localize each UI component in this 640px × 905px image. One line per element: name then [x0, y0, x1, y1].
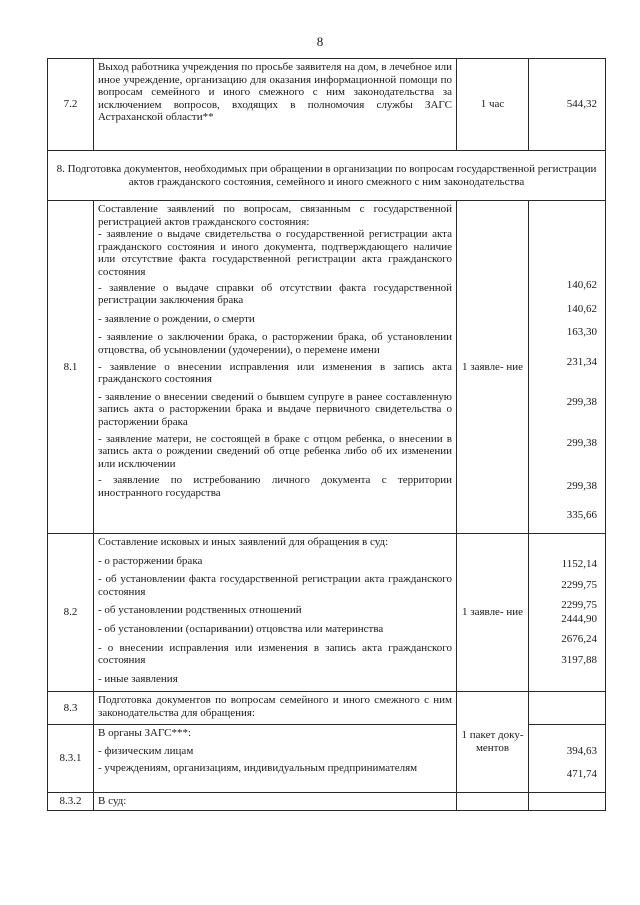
row-number: 7.2 — [48, 59, 94, 151]
price-value: 335,66 — [566, 509, 597, 522]
list-item: - заявление о заключении брака, о расторжении брака, об установлении отцовства, об усыновлении (удочерении), о перемене имени — [98, 331, 452, 356]
unit-of-measure: 1 час — [457, 59, 529, 151]
list-item: - иные заявления — [98, 672, 178, 685]
unit-of-measure: 1 заявле- ние — [457, 534, 529, 692]
list-item: - физическим лицам — [98, 744, 194, 757]
list-item: - об установлении (оспаривании) отцовства или материнства — [98, 622, 384, 635]
unit-of-measure-empty — [457, 793, 529, 811]
service-description — [94, 201, 457, 534]
table-row-8-3 — [48, 692, 606, 725]
list-item: - заявление матери, не состоящей в браке с отцом ребенка, о внесении в запись акта о рождении сведений об отце ребенка либо об их изменении или исключении — [98, 432, 452, 470]
list-item: - об установлении факта государственной регистрации акта гражданского состояния — [98, 573, 452, 598]
service-description: Подготовка документов по вопросам семейного и иного смежного с ним законодательства для обращения: — [94, 692, 457, 725]
unit-of-measure: 1 пакет доку- ментов — [457, 692, 529, 793]
price-value: 140,62 — [566, 302, 597, 315]
table-row-8-1 — [48, 201, 606, 534]
section-heading-row — [48, 151, 606, 201]
price-value: 1152,14 — [561, 558, 597, 570]
price-value: 544,32 — [529, 59, 606, 151]
section-8-heading: 8. Подготовка документов, необходимых при обращении в организации по вопросам государственной регистрации актов гражданского состояния, семейного и иного смежного с ним законодательства — [48, 151, 606, 201]
row-heading: В органы ЗАГС***: — [98, 727, 192, 739]
price-value: 2444,90 — [561, 612, 597, 625]
page-number: 8 — [316, 34, 324, 49]
list-item: - заявление о внесении исправления или изменения в запись акта гражданского состояния — [98, 360, 452, 386]
price-column — [529, 534, 606, 692]
price-value: 394,63 — [566, 745, 597, 757]
list-item: - заявление о рождении, о смерти — [98, 312, 255, 325]
service-description — [94, 725, 457, 793]
price-value: 299,38 — [566, 479, 597, 492]
list-item: - заявление о внесении сведений о бывшем супруге в ранее составленную запись акта о расторжении брака и выдаче первичного свидетельства о расторжении брака — [98, 390, 452, 428]
price-value: 471,74 — [566, 767, 597, 780]
price-value: 163,30 — [566, 326, 597, 339]
row-number: 8.3.1 — [48, 725, 94, 793]
price-value: 2299,75 — [561, 599, 597, 612]
table-row-8-2 — [48, 534, 606, 692]
price-value: 299,38 — [566, 396, 597, 409]
price-value: 231,34 — [566, 355, 597, 368]
tariff-table — [47, 58, 606, 811]
price-value: 2676,24 — [561, 633, 597, 646]
table-row-8-3-2 — [48, 793, 606, 811]
row-number: 8.3 — [48, 692, 94, 725]
row-heading: Составление заявлений по вопросам, связанным с государственной регистрацией актов гражданского состояния: — [98, 203, 452, 228]
list-item: - заявление по истребованию личного документа с территории иностранного государства — [98, 474, 452, 499]
price-column — [529, 201, 606, 534]
service-description: В суд: — [94, 793, 457, 811]
row-number: 8.2 — [48, 534, 94, 692]
price-value: 299,38 — [566, 436, 597, 449]
row-number: 8.1 — [48, 201, 94, 534]
list-item: - об установлении родственных отношений — [98, 604, 302, 617]
price-value-empty — [529, 692, 606, 725]
service-description: Выход работника учреждения по просьбе заявителя на дом, в лечебное или иное учреждение, организацию для оказания информационной помощи по вопросам семейного и иного смежного с ним законодательства за исключением вопросов, входящих в полномочия службы ЗАГС Астраханской области** — [94, 59, 457, 151]
price-value: 140,62 — [566, 279, 597, 291]
row-number: 8.3.2 — [48, 793, 94, 811]
unit-of-measure: 1 заявле- ние — [457, 201, 529, 534]
list-item: - заявление о выдаче справки об отсутствии факта государственной регистрации заключения брака — [98, 281, 452, 307]
list-item: - о расторжении брака — [98, 554, 203, 567]
row-heading: Составление исковых и иных заявлений для обращения в суд: — [98, 536, 389, 548]
list-item: - о внесении исправления или изменения в запись акта гражданского состояния — [98, 641, 452, 667]
price-value-empty — [529, 793, 606, 811]
list-item: - заявление о выдаче свидетельства о государственной регистрации акта гражданского состояния и иного документа, подтверждающего наличие или отсутствие факта государственной регистрации акта гражданского состояния — [98, 228, 452, 278]
price-value: 3197,88 — [561, 653, 597, 666]
price-column — [529, 725, 606, 793]
table-row-7-2 — [48, 59, 606, 151]
list-item: - учреждениям, организациям, индивидуальным предпринимателям — [98, 762, 418, 775]
price-value: 2299,75 — [561, 578, 597, 591]
service-description — [94, 534, 457, 692]
